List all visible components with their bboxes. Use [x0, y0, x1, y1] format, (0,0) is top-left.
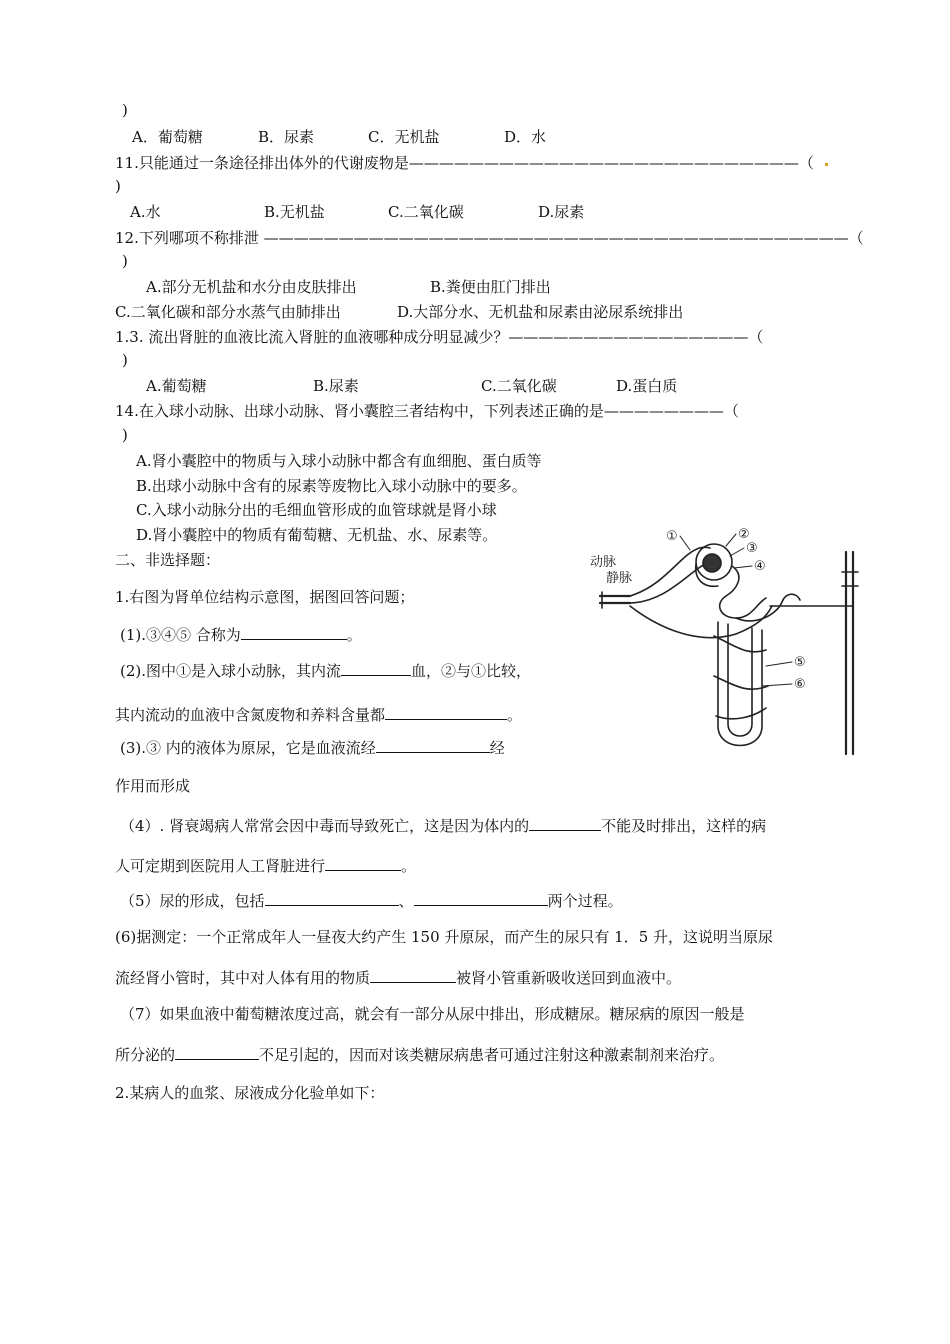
p2-intro: 2.某病人的血浆、尿液成分化验单如下： [115, 1084, 385, 1102]
q11-tail: ) [115, 177, 121, 195]
p1-sub6-cont-text: 流经肾小管时，其中对人体有用的物质 [115, 969, 371, 987]
q11-stem: 11.只能通过一条途径排出体外的代谢废物是——————————————————————————（ [115, 154, 814, 172]
q10-option-a: A．葡萄糖 [132, 128, 203, 146]
q14-option-c: C.入球小动脉分出的毛细血管形成的血管球就是肾小球 [136, 501, 497, 519]
q10-option-d: D．水 [504, 128, 547, 146]
marker-2: ② [738, 527, 750, 542]
q12-option-c: C.二氧化碳和部分水蒸气由肺排出 [115, 303, 341, 321]
q12-option-d: D.大部分水、无机盐和尿素由泌尿系统排出 [397, 303, 684, 321]
q13-option-c: C.二氧化碳 [481, 377, 557, 395]
p1-sub6: (6)据测定：一个正常成年人一昼夜大约产生 150 升原尿，而产生的尿只有 1．5 升，这说明当原尿 [115, 928, 774, 946]
p1-sub1-text: (1).③④⑤ 合称为 [120, 626, 241, 644]
p1-sub5 [120, 889, 623, 911]
q11-options [130, 202, 584, 222]
answer-blank[interactable] [265, 889, 399, 906]
q13-option-d: D.蛋白质 [616, 377, 678, 395]
p1-sub5-end: 两个过程。 [547, 892, 623, 910]
q14-option-a: A.肾小囊腔中的物质与入球小动脉中都含有血细胞、蛋白质等 [136, 452, 542, 470]
p1-sub3-mid: 经 [489, 739, 505, 757]
p1-sub7: （7）如果血液中葡萄糖浓度过高，就会有一部分从尿中排出，形成糖尿。糖尿病的原因一般是 [120, 1005, 745, 1023]
p1-sub3-text: (3).③ 内的液体为原尿，它是血液流经 [120, 739, 376, 757]
q13-option-b: B.尿素 [313, 377, 359, 395]
answer-blank[interactable] [414, 889, 548, 906]
p1-sub2-text: (2).图中①是入球小动脉，其内流 [120, 662, 342, 680]
q13-tail: ) [122, 351, 128, 369]
answer-blank[interactable] [370, 966, 456, 983]
p1-sub3 [120, 736, 505, 758]
p1-sub1 [120, 623, 362, 645]
q12-options-row2 [115, 302, 683, 322]
marker-3: ③ [746, 541, 758, 556]
p1-sub2-cont-text: 其内流动的血液中含氮废物和养料含量都 [115, 706, 386, 724]
marker-4: ④ [754, 559, 766, 574]
q13-stem: 1.3. 流出肾脏的血液比流入肾脏的血液哪种成分明显减少？————————————————（ [115, 328, 764, 346]
q12-option-a: A.部分无机盐和水分由皮肤排出 [146, 278, 357, 296]
p1-sub4-cont [115, 854, 416, 876]
q14-stem: 14.在入球小动脉、出球小动脉、肾小囊腔三者结构中，下列表述正确的是————————（ [115, 402, 739, 420]
p1-sub7-end: 不足引起的，因而对该类糖尿病患者可通过注射这种激素制剂来治疗。 [259, 1046, 725, 1064]
q14-tail: ) [122, 426, 128, 444]
q13-options [146, 376, 677, 396]
p1-sub5-sep: 、 [398, 892, 414, 910]
p1-sub4-mid: 不能及时排出，这样的病 [601, 817, 767, 835]
p1-sub2-cont [115, 703, 522, 725]
p1-sub5-text: （5）尿的形成，包括 [120, 892, 265, 910]
p1-sub4-cont-text: 人可定期到医院用人工肾脏进行 [115, 857, 326, 875]
label-vein: 静脉 [606, 571, 633, 586]
label-artery: 动脉 [590, 555, 617, 570]
marker-1: ① [666, 529, 678, 544]
p1-sub7-cont [115, 1043, 724, 1065]
q11-option-a: A.水 [130, 203, 161, 221]
p1-sub4-text: （4）. 肾衰竭病人常常会因中毒而导致死亡，这是因为体内的 [120, 817, 530, 835]
answer-blank[interactable] [341, 659, 411, 676]
p1-intro: 1.右图为肾单位结构示意图，据图回答问题； [115, 588, 415, 606]
answer-blank[interactable] [376, 736, 490, 753]
p1-sub2-end: 。 [507, 706, 523, 724]
p1-sub1-end: 。 [346, 626, 362, 644]
q12-option-b: B.粪便由肛门排出 [430, 278, 551, 296]
ink-speck [825, 163, 828, 166]
nephron-diagram [586, 526, 872, 770]
answer-blank[interactable] [529, 814, 601, 831]
q10-tail: ) [122, 101, 128, 119]
q11-option-c: C.二氧化碳 [388, 203, 464, 221]
p1-sub6-cont [115, 966, 681, 988]
p1-sub3-cont: 作用而形成 [115, 777, 191, 795]
marker-5: ⑤ [794, 655, 806, 670]
q11-option-b: B.无机盐 [264, 203, 325, 221]
marker-6: ⑥ [794, 677, 806, 692]
p1-sub6-end: 被肾小管重新吸收送回到血液中。 [456, 969, 682, 987]
q14-option-b: B.出球小动脉中含有的尿素等废物比入球小动脉中的要多。 [136, 477, 527, 495]
p1-sub2-mid: 血，②与①比较， [411, 662, 532, 680]
q12-stem: 12.下列哪项不称排泄 ———————————————————————————————————————（ [115, 229, 864, 247]
p1-sub4-end: 。 [401, 857, 417, 875]
q12-options-row1 [146, 277, 551, 297]
p1-sub4 [120, 814, 766, 836]
answer-blank[interactable] [325, 854, 401, 871]
answer-blank[interactable] [241, 623, 347, 640]
q11-option-d: D.尿素 [538, 203, 585, 221]
answer-blank[interactable] [175, 1043, 259, 1060]
section-title: 二、非选择题： [115, 551, 221, 569]
p1-sub7-cont-text: 所分泌的 [115, 1046, 176, 1064]
q12-tail: ) [122, 252, 128, 270]
q13-option-a: A.葡萄糖 [146, 377, 207, 395]
q10-option-b: B．尿素 [258, 128, 315, 146]
q14-option-d: D.肾小囊腔中的物质有葡萄糖、无机盐、水、尿素等。 [136, 526, 498, 544]
q10-option-c: C．无机盐 [368, 128, 440, 146]
answer-blank[interactable] [385, 703, 507, 720]
p1-sub2 [120, 659, 531, 681]
q10-options [132, 127, 546, 147]
